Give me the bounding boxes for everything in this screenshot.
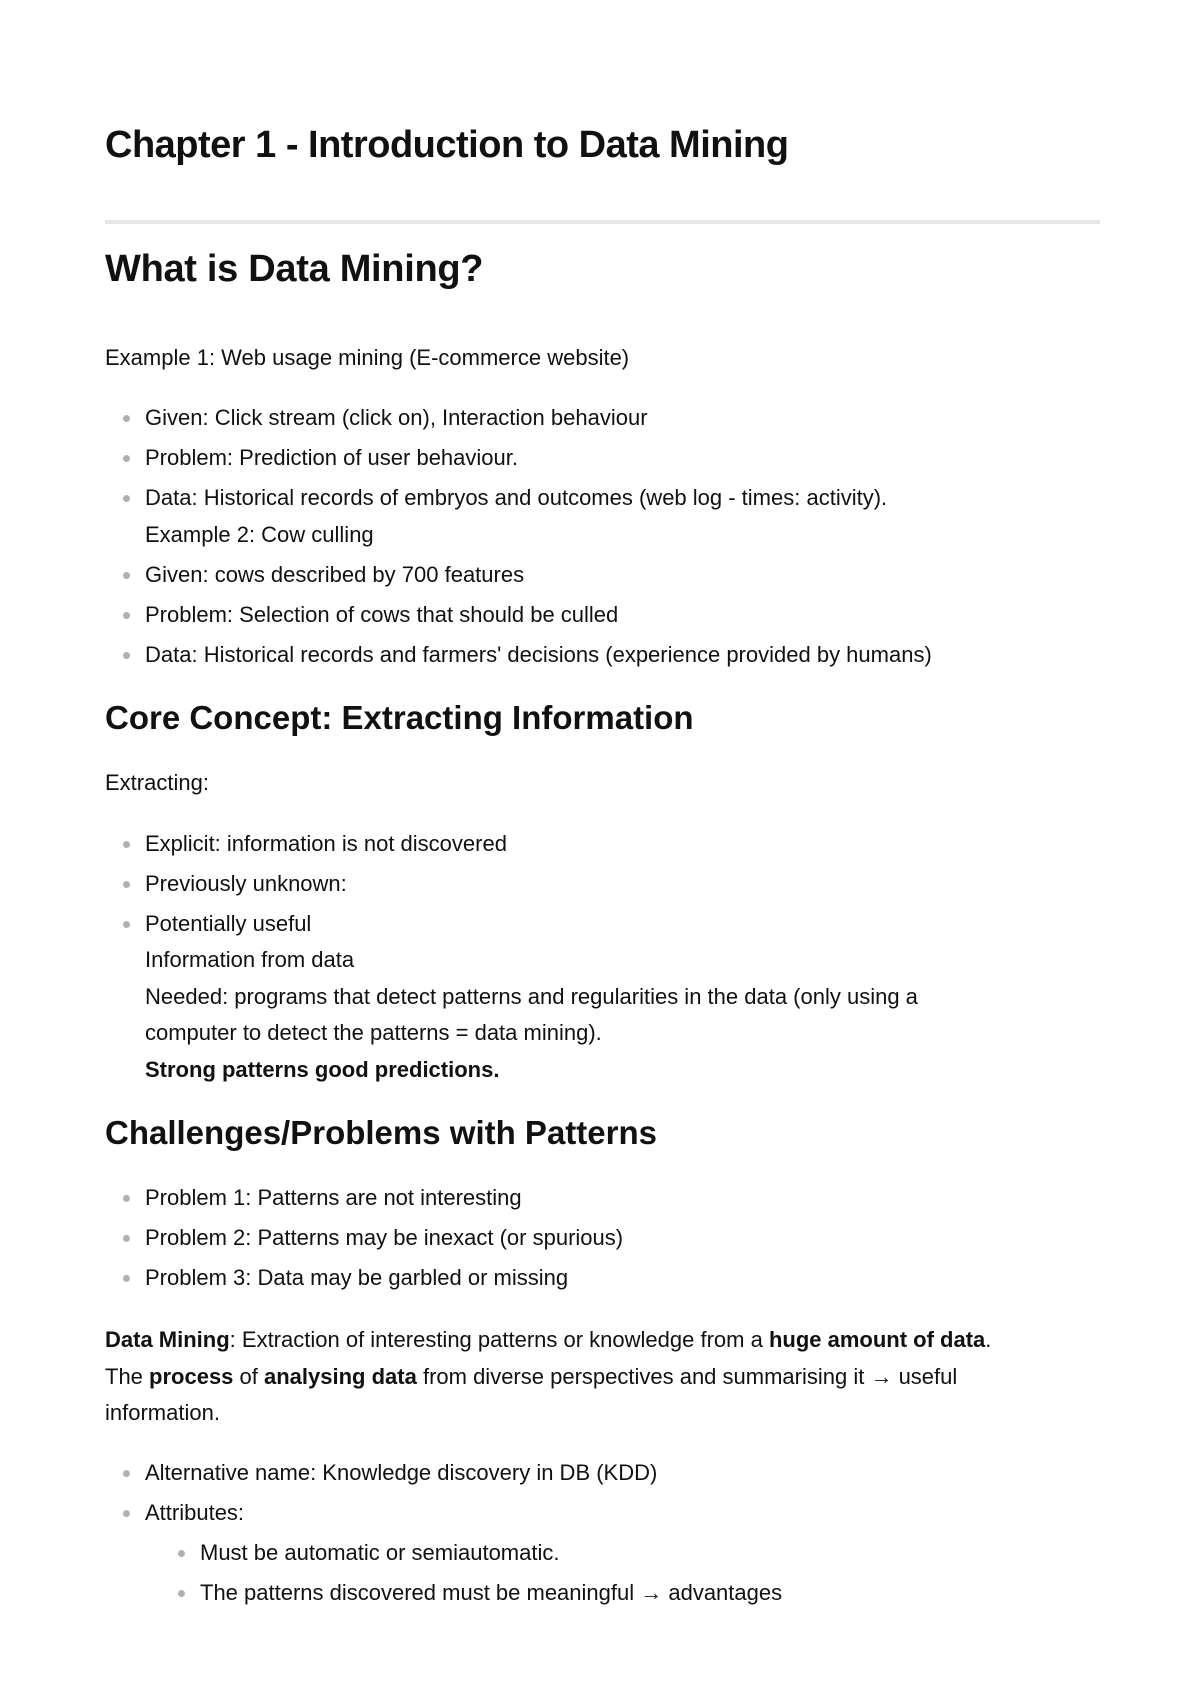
sub-list-item: Must be automatic or semiautomatic. xyxy=(200,1535,559,1571)
bold-analysing-data: analysing data xyxy=(264,1364,417,1389)
list-item: Attributes: xyxy=(145,1495,244,1531)
list-item: Given: cows described by 700 features xyxy=(145,557,524,593)
definition-line-3: information. xyxy=(105,1400,220,1425)
definition-line-1 xyxy=(105,1322,991,1358)
list-item: Previously unknown: xyxy=(145,866,347,902)
list-item: Given: Click stream (click on), Interaction behaviour xyxy=(145,400,648,436)
list-item: Problem: Selection of cows that should be culled xyxy=(145,597,618,633)
continuation-line: computer to detect the patterns = data mining). xyxy=(145,1020,602,1045)
term-data-mining: Data Mining xyxy=(105,1327,230,1352)
list-item: Problem: Prediction of user behaviour. xyxy=(145,440,518,476)
definition-text: The xyxy=(105,1364,150,1389)
bold-process: process xyxy=(149,1364,234,1389)
section-heading-challenges: Challenges/Problems with Patterns xyxy=(105,1114,657,1151)
example-1-text: Example 1: Web usage mining (E-commerce website) xyxy=(105,345,630,370)
definition-text: of xyxy=(233,1364,264,1389)
sub-list-item: The patterns discovered must be meaningful → advantages xyxy=(200,1575,782,1611)
definition-text: from diverse perspectives and summarising it → useful xyxy=(416,1364,958,1389)
page-title: Chapter 1 - Introduction to Data Mining xyxy=(105,124,789,166)
continuation-line: Information from data xyxy=(145,947,355,972)
list-item: Data: Historical records of embryos and outcomes (web log - times: activity). xyxy=(145,480,887,516)
strong-patterns-line: Strong patterns good predictions. xyxy=(145,1057,500,1082)
example-2-text: Example 2: Cow culling xyxy=(145,522,374,547)
extracting-intro: Extracting: xyxy=(105,770,209,795)
bold-huge-amount: huge amount of data xyxy=(768,1327,986,1352)
definition-text: : Extraction of interesting patterns or knowledge from a xyxy=(229,1327,769,1352)
list-item: Alternative name: Knowledge discovery in DB (KDD) xyxy=(145,1455,657,1491)
list-item: Problem 1: Patterns are not interesting xyxy=(145,1180,522,1216)
section-heading-what-is-data-mining: What is Data Mining? xyxy=(105,248,484,290)
list-item: Data: Historical records and farmers' decisions (experience provided by humans) xyxy=(145,637,932,673)
continuation-line: Needed: programs that detect patterns and regularities in the data (only using a xyxy=(145,984,918,1009)
list-item: Problem 3: Data may be garbled or missing xyxy=(145,1260,568,1296)
list-item: Potentially useful xyxy=(145,906,311,942)
definition-period: . xyxy=(985,1327,992,1352)
list-item: Problem 2: Patterns may be inexact (or spurious) xyxy=(145,1220,623,1256)
definition-line-2 xyxy=(105,1359,957,1395)
section-heading-core-concept: Core Concept: Extracting Information xyxy=(105,699,694,736)
list-item: Explicit: information is not discovered xyxy=(145,826,507,862)
horizontal-rule xyxy=(105,220,1100,224)
